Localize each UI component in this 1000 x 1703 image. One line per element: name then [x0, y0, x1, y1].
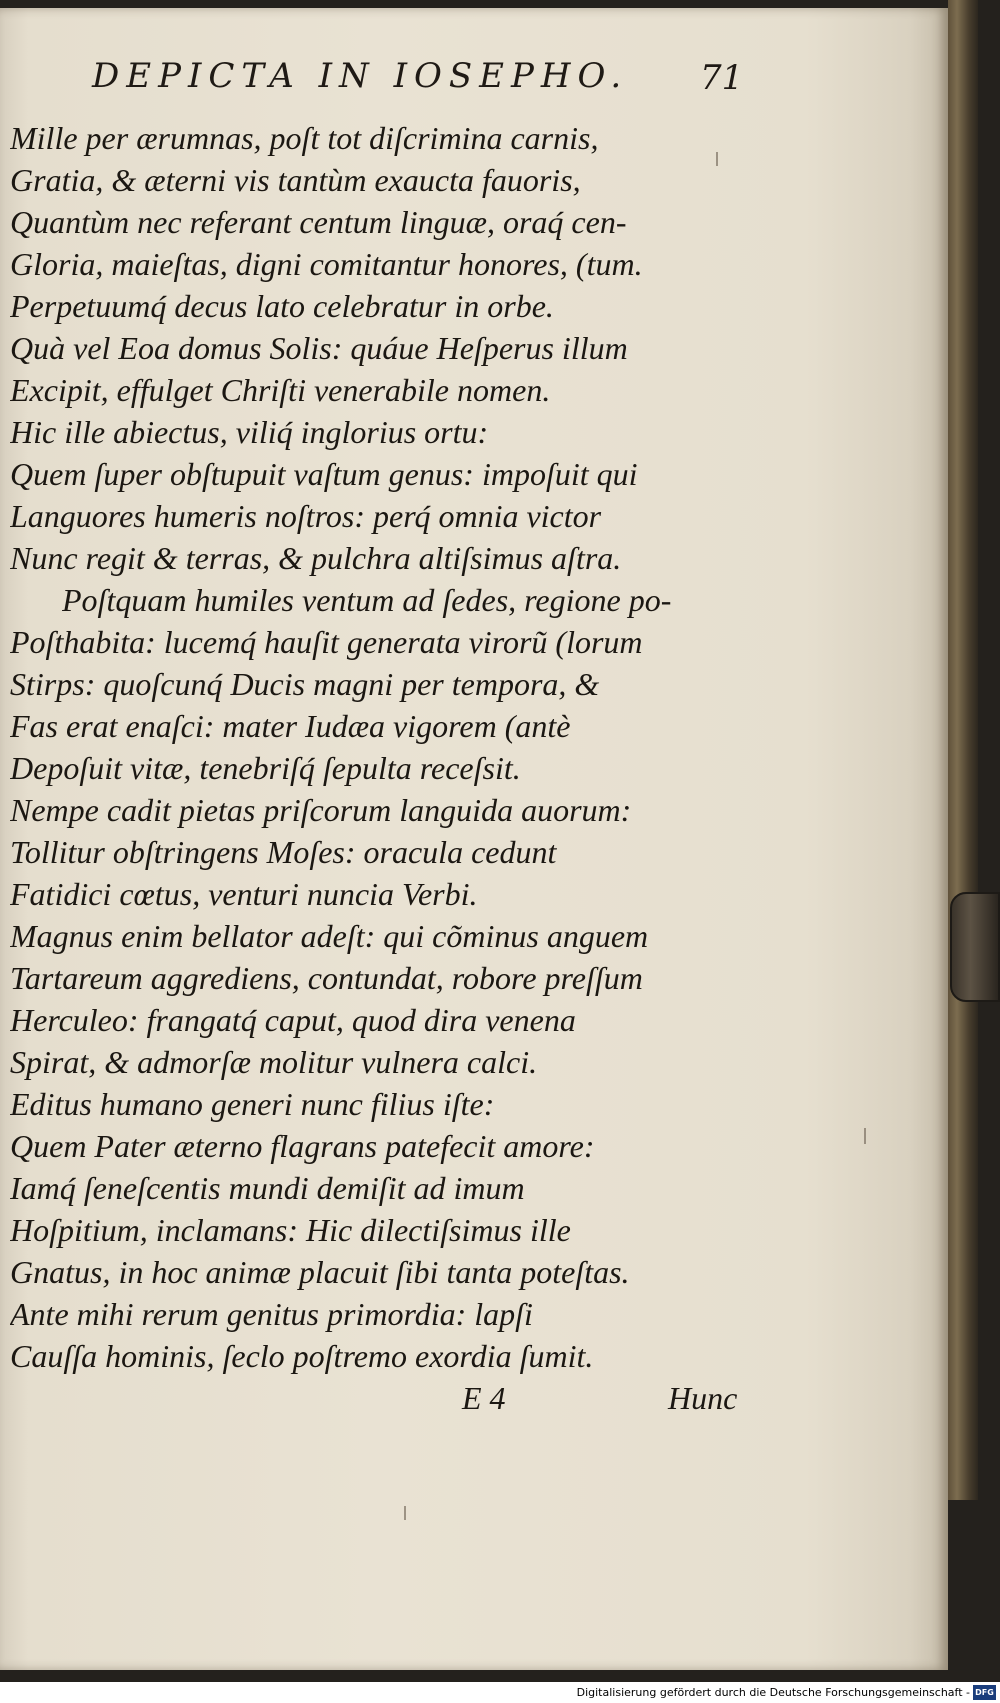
funding-credit: Digitalisierung gefördert durch die Deutsche Forschungsgemeinschaft - [576, 1686, 970, 1699]
digitization-footer [0, 1682, 1000, 1703]
verse-line: Ante mihi rerum genitus primordia: lapſi [10, 1296, 533, 1332]
verse-line: Mille per ærumnas, poſt tot diſcrimina carnis, [10, 120, 599, 156]
verse-line: Nunc regit & terras, & pulchra altiſsimus aſtra. [10, 540, 622, 576]
ink-speck [716, 152, 718, 166]
verse-line: Quantùm nec referant centum linguæ, oraq́ cen- [10, 204, 627, 240]
verse-line: Tartareum aggrediens, contundat, robore preſſum [10, 960, 643, 996]
verse-line: Gratia, & æterni vis tantùm exaucta fauoris, [10, 162, 581, 198]
verse-line: Magnus enim bellator adeſt: qui cõminus anguem [10, 918, 649, 954]
dfg-logo: DFG [973, 1685, 996, 1700]
verse-line: Tollitur obſtringens Moſes: oracula cedunt [10, 834, 557, 870]
signature-mark: E 4 [462, 1380, 506, 1416]
verse-line: Hic ille abiectus, viliq́ inglorius ortu: [10, 414, 489, 450]
verse-line: Iamq́ ſeneſcentis mundi demiſit ad imum [10, 1170, 525, 1206]
ink-speck [864, 1128, 866, 1144]
verse-line: Quem Pater æterno flagrans patefecit amore: [10, 1128, 595, 1164]
verse-line: Poſthabita: lucemq́ hauſit generata virorũ (lorum [10, 624, 643, 660]
page-number: 71 [700, 58, 744, 98]
verse-line: Hoſpitium, inclamans: Hic dilectiſsimus ille [10, 1212, 571, 1248]
verse-line: Quem ſuper obſtupuit vaſtum genus: impoſuit qui [10, 456, 638, 492]
book-fore-edge [948, 0, 978, 1500]
verse-line: Fatidici cœtus, venturi nuncia Verbi. [10, 876, 478, 912]
paper-leaf [0, 8, 948, 1670]
verse-line: Languores humeris noſtros: perq́ omnia victor [10, 498, 602, 534]
verse-line: Poſtquam humiles ventum ad ſedes, regione po- [62, 582, 672, 618]
verse-line: Cauſſa hominis, ſeclo poſtremo exordia ſumit. [10, 1338, 594, 1374]
verse-line: Herculeo: frangatq́ caput, quod dira venena [10, 1002, 576, 1038]
verse-line: Depoſuit vitæ, tenebriſq́ ſepulta receſsit. [10, 750, 521, 786]
verse-line: Editus humano generi nunc filius iſte: [10, 1086, 495, 1122]
verse-line: Gloria, maieſtas, digni comitantur honores, (tum. [10, 246, 643, 282]
verse-line: Gnatus, in hoc animæ placuit ſibi tanta poteſtas. [10, 1254, 630, 1290]
verse-line: Nempe cadit pietas priſcorum languida auorum: [10, 792, 632, 828]
ink-speck [404, 1506, 406, 1520]
verse-line: Spirat, & admorſæ molitur vulnera calci. [10, 1044, 538, 1080]
running-head: DEPICTA IN IOSEPHO. [92, 56, 629, 96]
book-clasp [950, 892, 1000, 1002]
verse-line: Excipit, effulget Chriſti venerabile nomen. [10, 372, 551, 408]
verse-line: Quà vel Eoa domus Solis: quáue Heſperus illum [10, 330, 628, 366]
verse-line: Perpetuumq́ decus lato celebratur in orbe. [10, 288, 554, 324]
verse-line: Fas erat enaſci: mater Iudæa vigorem (antè [10, 708, 571, 744]
verse-line: Stirps: quoſcunq́ Ducis magni per tempora, & [10, 666, 600, 702]
catchword: Hunc [668, 1380, 738, 1416]
